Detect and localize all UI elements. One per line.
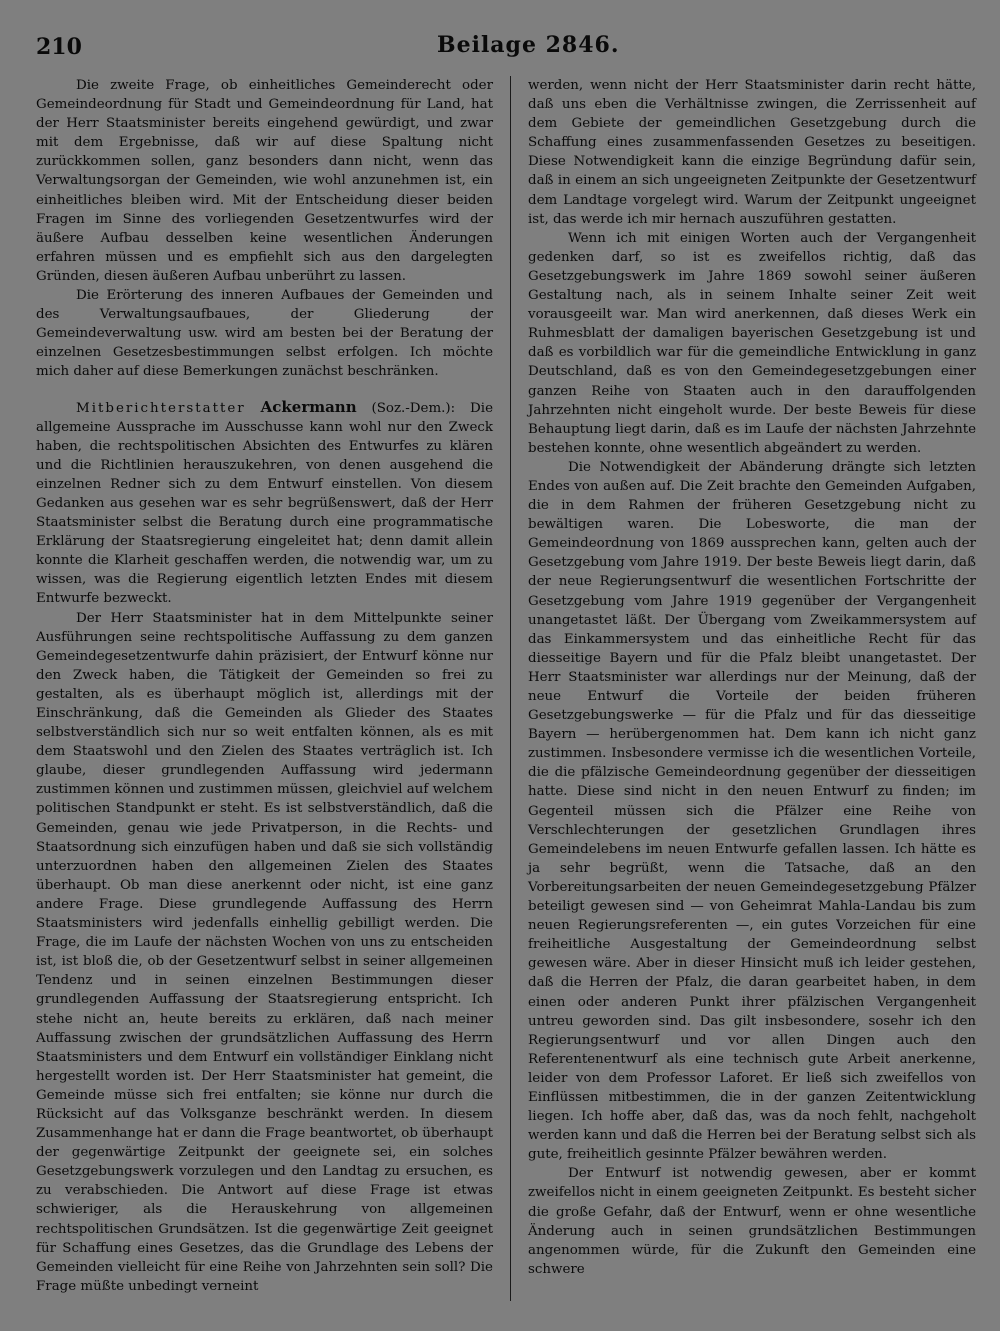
right-column bbox=[528, 76, 976, 1279]
column-divider bbox=[510, 76, 511, 1301]
page-number: 210 bbox=[36, 34, 82, 60]
paragraph: werden, wenn nicht der Herr Staatsminister darin recht hätte, daß uns eben die Verhältnisse zwingen, die Zerrissenheit auf dem Gebiete der gemeindlichen Gesetzgebung durch die Schaffung eines zusammenfassenden Gesetzes zu beseitigen. Diese Notwendigkeit kann die einzige Begründung dafür sein, daß in einem an sich ungeeigneten Zeitpunkte der Gesetzentwurf dem Landtage vorgelegt wird. Warum der Zeitpunkt ungeeignet ist, das werde ich mir hernach auszuführen gestatten. bbox=[528, 78, 976, 227]
left-column bbox=[36, 76, 493, 1296]
speaker-role: Mitberichterstatter bbox=[76, 400, 246, 416]
paragraph: Die zweite Frage, ob einheitliches Gemeinderecht oder Gemeindeordnung für Stadt und Gemeindeordnung für Land, hat der Herr Staatsminister bereits eingehend gewürdigt, und zwar mit dem Ergebnisse, daß wir auf diese Spaltung nicht zurückkommen sollen, ganz besonders dann nicht, wenn das Verwaltungsorgan der Gemeinden, wie wohl anzunehmen ist, ein einheitliches bleiben wird. Mit der Entscheidung dieser beiden Fragen im Sinne des vorliegenden Gesetzentwurfes wird der äußere Aufbau desselben keine wesentlichen Änderungen erfahren müssen und es empfiehlt sich aus den dargelegten Gründen, diesen äußeren Aufbau unberührt zu lassen. bbox=[36, 78, 493, 284]
speaker-paragraph bbox=[36, 398, 493, 609]
paragraph: Der Entwurf ist notwendig gewesen, aber er kommt zweifellos nicht in einem geeigneten Zeitpunkt. Es besteht sicher die große Gefahr, daß der Entwurf, wenn er ohne wesentliche Änderung auch in seinen grundsätzlichen Bestimmungen angenommen würde, für die Zukunft den Gemeinden eine schwere bbox=[528, 1166, 976, 1277]
paragraph: Wenn ich mit einigen Worten auch der Vergangenheit gedenken darf, so ist es zweifellos richtig, daß das Gesetzgebungswerk im Jahre 1869 sowohl seiner äußeren Gestaltung nach, als in seinem Inhalte seiner Zeit weit vorausgeeilt war. Man wird anerkennen, daß dieses Werk ein Ruhmesblatt der damaligen bayerischen Gesetzgebung ist und daß es vorbildlich war für die gemeindliche Entwicklung in ganz Deutschland, daß es von den Gemeindegesetzgebungen einer ganzen Reihe von Staaten auch in den darauffolgenden Jahrzehnten nicht eingeholt wurde. Der beste Beweis für diese Behauptung liegt darin, daß es im Laufe der nächsten Jahrzehnte bestehen konnte, ohne wesentlich abgeändert zu werden. bbox=[528, 230, 976, 456]
speaker-name: Ackermann bbox=[260, 397, 357, 416]
paragraph: Der Herr Staatsminister hat in dem Mittelpunkte seiner Ausführungen seine rechtspolitische Auffassung zu dem ganzen Gemeindegesetzentwurfe dahin präzisiert, der Entwurf könne nur den Zweck haben, die Tätigkeit der Gemeinden so frei zu gestalten, als es überhaupt möglich ist, allerdings mit der Einschränkung, daß die Gemeinden als Glieder des Staates selbstverständlich sich nur so weit entfalten können, als es mit dem Staatswohl und den Zielen des Staates verträglich ist. Ich glaube, dieser grundlegenden Auffassung wird jedermann zustimmen können und zustimmen müssen, gleichviel auf welchem politischen Standpunkt er steht. Es ist selbstverständlich, daß die Gemeinden, genau wie jede Privatperson, in die Rechts- und Staatsordnung sich einzufügen haben und daß sie sich vollständig unterzuordnen haben den allgemeinen Zielen des Staates überhaupt. Ob man diese anerkennt oder nicht, ist eine ganz andere Frage. Diese grundlegende Auffassung des Herrn Staatsministers wird jedenfalls einhellig gebilligt werden. Die Frage, die im Laufe der nächsten Wochen von uns zu entscheiden ist, ist bloß die, ob der Gesetzentwurf selbst in seiner allgemeinen Tendenz und in seinen einzelnen Bestimmungen dieser grundlegenden Auffassung der Staatsregierung entspricht. Ich stehe nicht an, heute bereits zu erklären, daß nach meiner Auffassung zwischen der grundsätzlichen Auffassung des Herrn Staatsministers und dem Entwurf ein vollständiger Einklang nicht hergestellt worden ist. Der Herr Staatsminister hat gemeint, die Gemeinde müsse sich frei entfalten; sie könne nur durch die Rücksicht auf das Volksganze beschränkt werden. In diesem Zusammenhange hat er dann die Frage beantwortet, ob überhaupt der gegenwärtige Zeitpunkt der geeignete sei, ein solches Gesetzgebungswerk vorzulegen und den Landtag zu ersuchen, es zu verabschieden. Die Antwort auf diese Frage ist etwas schwieriger, als die Herauskehrung von allgemeinen rechtspolitischen Grundsätzen. Ist die gegenwärtige Zeit geeignet für Schaffung eines Gesetzes, das die Grundlage des Lebens der Gemeinden vielleicht für eine Reihe von Jahrzehnten sein soll? Die Frage müßte unbedingt verneint bbox=[36, 610, 493, 1294]
speaker-party: (Soz.-Dem.): bbox=[356, 400, 471, 416]
page-title: Beilage 2846. bbox=[437, 32, 620, 58]
page-header bbox=[0, 30, 1000, 60]
speech-text: Die allgemeine Aussprache im Ausschusse kann wohl nur den Zweck haben, die rechtspolitischen Absichten des Entwurfes zu klären und die Richtlinien herauszukehren, von denen ausgehend die einzelnen Redner sich zu dem Entwurf einstellen. Von diesem Gedanken aus gesehen war es sehr begrüßenswert, daß der Herr Staatsminister selbst die Beratung durch eine programmatische Erklärung der Staatsregierung eingeleitet hat; denn damit allein konnte die Klarheit geschaffen werden, die notwendig war, um zu wissen, was die Regierung eigentlich letzten Endes mit diesem Entwurfe bezweckt. bbox=[36, 400, 493, 607]
paragraph: Die Erörterung des inneren Aufbaues der Gemeinden und des Verwaltungsaufbaues, der Gliederung der Gemeindeverwaltung usw. wird am besten bei der Beratung der einzelnen Gesetzesbestimmungen selbst erfolgen. Ich möchte mich daher auf diese Bemerkungen zunächst beschränken. bbox=[36, 288, 493, 380]
paragraph: Die Notwendigkeit der Abänderung drängte sich letzten Endes von außen auf. Die Zeit brachte den Gemeinden Aufgaben, die in dem Rahmen der früheren Gesetzgebung nicht zu bewältigen waren. Die Lobesworte, die man der Gemeindeordnung von 1869 aussprechen kann, gelten auch der Gesetzgebung vom Jahre 1919. Der beste Beweis liegt darin, daß der neue Regierungsentwurf die wesentlichen Fortschritte der Gesetzgebung vom Jahre 1919 gegenüber der Vergangenheit unangetastet läßt. Der Übergang vom Zweikammersystem auf das Einkammersystem und das einheitliche Recht für das diesseitige Bayern und für die Pfalz bleibt unangetastet. Der Herr Staatsminister war allerdings nur der Meinung, daß der neue Entwurf die Vorteile der beiden früheren Gesetzgebungswerke — für die Pfalz und für das diesseitige Bayern — herübergenommen hat. Dem kann ich nicht ganz zustimmen. Insbesondere vermisse ich die wesentlichen Vorteile, die die pfälzische Gemeindeordnung gegenüber der diesseitigen hatte. Diese sind nicht in den neuen Entwurf zu finden; im Gegenteil müssen sich die Pfälzer eine Reihe von Verschlechterungen der gesetzlichen Grundlagen ihres Gemeindelebens im neuen Entwurfe gefallen lassen. Ich hätte es ja sehr begrüßt, wenn die Tatsache, daß an den Vorbereitungsarbeiten der neuen Gemeindegesetzgebung Pfälzer beteiligt gewesen sind — von Geheimrat Mahla-Landau bis zum neuen Regierungsreferenten —, ein gutes Vorzeichen für eine freiheitliche Ausgestaltung der Gemeindeordnung selbst gewesen wäre. Aber in dieser Hinsicht muß ich leider gestehen, daß die Herren der Pfalz, die daran gearbeitet haben, in dem einen oder anderen Punkt ihrer pfälzischen Vergangenheit untreu geworden sind. Das gilt insbesondere, sosehr ich den Regierungsentwurf und vor allen Dingen auch den Referentenentwurf als eine technisch gute Arbeit anerkenne, leider von dem Professor Laforet. Er ließ sich zweifellos von Einflüssen mitbestimmen, die in der ganzen Zeitentwicklung liegen. Ich hoffe aber, daß das, was da noch fehlt, nachgeholt werden kann und daß die Herren bei der Beratung selbst sich als gute, freiheitlich gesinnte Pfälzer bewähren werden. bbox=[528, 459, 976, 1163]
